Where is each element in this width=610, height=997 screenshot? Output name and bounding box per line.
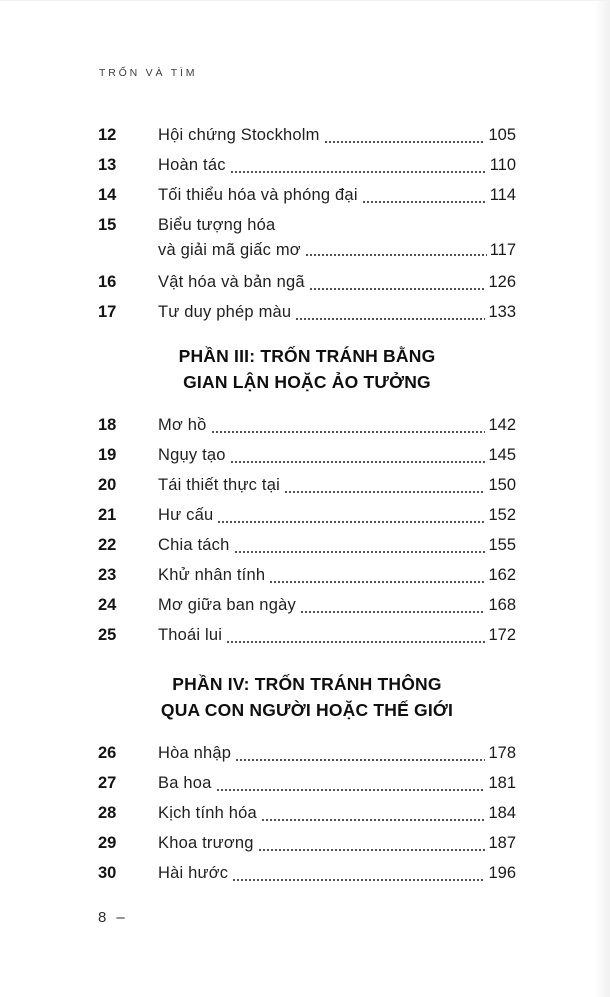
entry-body xyxy=(158,620,516,650)
toc-entry xyxy=(98,560,516,590)
chapter-number: 22 xyxy=(98,536,117,554)
page-number: 196 xyxy=(488,864,516,882)
entry-line xyxy=(158,560,516,590)
section-heading-line: QUA CON NGƯỜI HOẶC THẾ GIỚI xyxy=(160,700,454,720)
toc-entry xyxy=(98,798,516,828)
chapter-title: Ngụy tạo xyxy=(158,446,226,464)
footer-dash: – xyxy=(116,909,125,926)
chapter-title: Thoái lui xyxy=(158,626,223,644)
entry-line xyxy=(158,267,516,297)
entry-line xyxy=(158,858,516,888)
dot-leader xyxy=(259,849,486,851)
dot-leader xyxy=(325,141,486,143)
toc-entry xyxy=(98,530,516,560)
chapter-number: 25 xyxy=(98,626,117,644)
page-number: 105 xyxy=(488,126,516,144)
toc-entry xyxy=(98,768,516,798)
chapter-number: 26 xyxy=(98,744,117,762)
dot-leader xyxy=(310,288,486,290)
entry-line xyxy=(158,213,516,238)
page-number: 172 xyxy=(488,626,516,644)
dot-leader xyxy=(270,581,485,583)
entry-body xyxy=(158,410,516,440)
chapter-title: Hư cấu xyxy=(158,506,214,524)
toc-entry xyxy=(98,828,516,858)
section-heading xyxy=(98,671,516,723)
entry-body xyxy=(158,798,516,828)
chapter-number: 19 xyxy=(98,446,117,464)
chapter-number: 24 xyxy=(98,596,117,614)
entry-line xyxy=(158,470,516,500)
entry-body xyxy=(158,768,516,798)
entry-body xyxy=(158,590,516,620)
dot-leader xyxy=(235,551,486,553)
entry-body xyxy=(158,500,516,530)
entry-line xyxy=(158,297,516,327)
toc-entry xyxy=(98,620,516,650)
chapter-number: 15 xyxy=(98,216,117,234)
entry-line xyxy=(158,738,516,768)
dot-leader xyxy=(262,819,486,821)
page-edge-shade xyxy=(594,1,610,997)
chapter-title: và giải mã giấc mơ xyxy=(158,241,301,259)
entry-line xyxy=(158,590,516,620)
chapter-number: 16 xyxy=(98,273,117,291)
page-number: 142 xyxy=(488,416,516,434)
dot-leader xyxy=(296,318,485,320)
entry-line xyxy=(158,620,516,650)
page-number: 145 xyxy=(488,446,516,464)
toc-entry xyxy=(98,120,516,150)
chapter-title: Khoa trương xyxy=(158,834,254,852)
section-heading xyxy=(98,343,516,395)
entry-body xyxy=(158,858,516,888)
chapter-number: 29 xyxy=(98,834,117,852)
entry-line xyxy=(158,768,516,798)
dot-leader xyxy=(231,461,486,463)
section-heading-line: PHẦN III: TRỐN TRÁNH BẰNG xyxy=(178,346,436,366)
toc-entry xyxy=(98,470,516,500)
chapter-number: 14 xyxy=(98,186,117,204)
toc-entry xyxy=(98,180,516,210)
dot-leader xyxy=(301,611,486,613)
entry-line xyxy=(158,410,516,440)
dot-leader xyxy=(306,254,487,256)
entry-body xyxy=(158,180,516,210)
toc-entry xyxy=(98,738,516,768)
section-heading-line: PHẦN IV: TRỐN TRÁNH THÔNG xyxy=(172,674,442,694)
dot-leader xyxy=(227,641,485,643)
page-number: 187 xyxy=(488,834,516,852)
chapter-number: 23 xyxy=(98,566,117,584)
chapter-title: Hội chứng Stockholm xyxy=(158,126,320,144)
running-header: TRỐN VÀ TÌM xyxy=(99,67,198,79)
dot-leader xyxy=(212,431,486,433)
chapter-title: Ba hoa xyxy=(158,774,212,792)
toc-entry xyxy=(98,858,516,888)
dot-leader xyxy=(233,879,485,881)
page-footer xyxy=(98,907,125,929)
entry-line xyxy=(158,440,516,470)
entry-body xyxy=(158,470,516,500)
entry-line xyxy=(158,828,516,858)
toc-entry xyxy=(98,267,516,297)
entry-line xyxy=(158,530,516,560)
dot-leader xyxy=(363,201,487,203)
chapter-title: Tái thiết thực tại xyxy=(158,476,280,494)
toc-entry xyxy=(98,500,516,530)
chapter-number: 12 xyxy=(98,126,117,144)
page-number: 152 xyxy=(488,506,516,524)
entry-body xyxy=(158,530,516,560)
chapter-number: 30 xyxy=(98,864,117,882)
entry-line xyxy=(158,150,516,180)
entry-line xyxy=(158,238,516,263)
page-number: 178 xyxy=(488,744,516,762)
toc xyxy=(98,120,516,888)
page-number: 150 xyxy=(488,476,516,494)
chapter-title: Hoàn tác xyxy=(158,156,226,174)
page-number: 114 xyxy=(489,186,516,204)
entry-line xyxy=(158,120,516,150)
entry-body xyxy=(158,267,516,297)
entry-line xyxy=(158,180,516,210)
chapter-number: 17 xyxy=(98,303,117,321)
chapter-number: 27 xyxy=(98,774,117,792)
chapter-title: Biểu tượng hóa xyxy=(158,216,276,234)
chapter-title: Chia tách xyxy=(158,536,230,554)
chapter-title: Hòa nhập xyxy=(158,744,232,762)
chapter-number: 18 xyxy=(98,416,117,434)
dot-leader xyxy=(231,171,487,173)
dot-leader xyxy=(218,521,485,523)
toc-entry xyxy=(98,410,516,440)
dot-leader xyxy=(236,759,485,761)
entry-body xyxy=(158,440,516,470)
entry-line xyxy=(158,500,516,530)
page-number: 155 xyxy=(488,536,516,554)
chapter-number: 21 xyxy=(98,506,117,524)
page-number: 133 xyxy=(488,303,516,321)
chapter-title: Tối thiểu hóa và phóng đại xyxy=(158,186,358,204)
page-number: 110 xyxy=(489,156,516,174)
chapter-title: Tư duy phép màu xyxy=(158,303,292,321)
entry-line xyxy=(158,798,516,828)
footer-page-number: 8 xyxy=(98,909,107,926)
chapter-title: Hài hước xyxy=(158,864,229,882)
page-number: 168 xyxy=(488,596,516,614)
page-number: 162 xyxy=(488,566,516,584)
entry-body xyxy=(158,120,516,150)
chapter-title: Kịch tính hóa xyxy=(158,804,257,822)
page-number: 184 xyxy=(488,804,516,822)
chapter-number: 13 xyxy=(98,156,117,174)
chapter-title: Khử nhân tính xyxy=(158,566,266,584)
dot-leader xyxy=(285,491,486,493)
section-heading-line: GIAN LẬN HOẶC ẢO TƯỞNG xyxy=(183,372,431,392)
entry-body xyxy=(158,150,516,180)
entry-body xyxy=(158,560,516,590)
entry-body xyxy=(158,213,516,263)
toc-entry xyxy=(98,590,516,620)
page-number: 126 xyxy=(488,273,516,291)
toc-entry xyxy=(98,297,516,327)
toc-entry xyxy=(98,440,516,470)
entry-body xyxy=(158,828,516,858)
chapter-title: Mơ giữa ban ngày xyxy=(158,596,296,614)
chapter-number: 28 xyxy=(98,804,117,822)
chapter-title: Vật hóa và bản ngã xyxy=(158,273,305,291)
chapter-number: 20 xyxy=(98,476,117,494)
toc-entry xyxy=(98,150,516,180)
toc-entry xyxy=(98,210,516,263)
dot-leader xyxy=(217,789,486,791)
entry-body xyxy=(158,297,516,327)
entry-body xyxy=(158,738,516,768)
page-number: 181 xyxy=(488,774,516,792)
page-number: 117 xyxy=(489,241,516,259)
chapter-title: Mơ hồ xyxy=(158,416,207,434)
